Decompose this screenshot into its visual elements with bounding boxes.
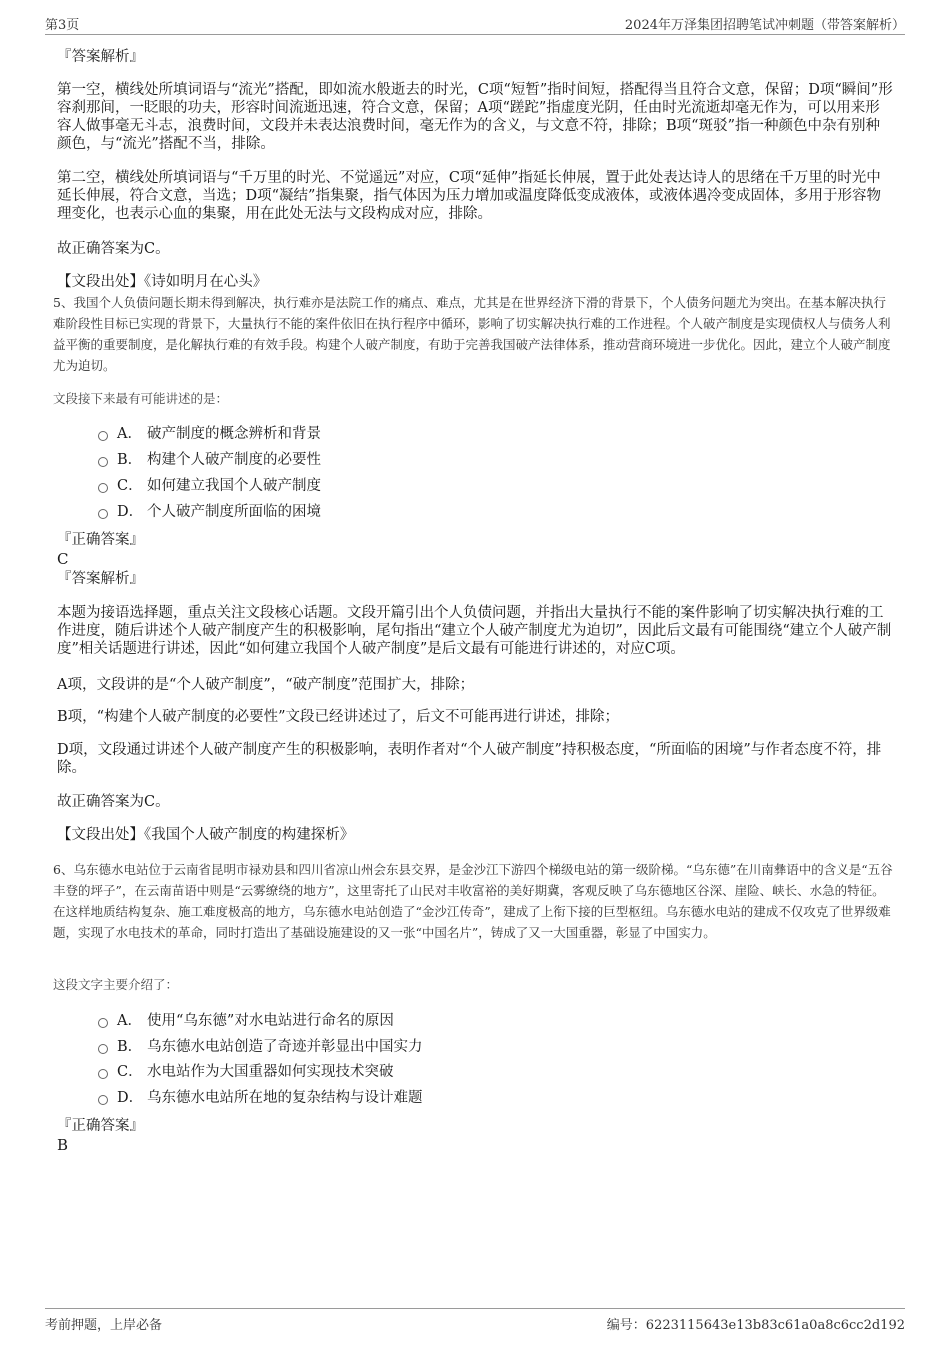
- option-letter: D．: [117, 1090, 144, 1106]
- option-c[interactable]: [98, 477, 321, 495]
- radio-icon[interactable]: [98, 483, 108, 493]
- option-letter: A．: [117, 426, 142, 442]
- analysis-paragraph: B项，“构建个人破产制度的必要性”文段已经讲述过了，后文不可能再进行讲述，排除；: [57, 709, 619, 725]
- answer-label: 『正确答案』: [57, 1118, 144, 1134]
- option-b[interactable]: [98, 451, 321, 469]
- page-footer: [45, 1308, 905, 1331]
- analysis-label: 『答案解析』: [57, 571, 144, 587]
- conclusion-text: 故正确答案为C。: [57, 241, 170, 257]
- option-text: 使用“乌东德”对水电站进行命名的原因: [147, 1013, 394, 1029]
- analysis-paragraph: A项，文段讲的是“个人破产制度”，“破产制度”范围扩大，排除；: [57, 677, 475, 693]
- option-a[interactable]: [98, 425, 321, 443]
- option-letter: D．: [117, 504, 144, 520]
- page-number: 第3页: [45, 18, 80, 33]
- option-letter: C．: [117, 1064, 143, 1080]
- question-text: 6、乌东德水电站位于云南省昆明市禄劝县和四川省凉山州会东县交界，是金沙江下游四个梯级电站的第一级阶梯。“乌东德”在川南彝语中的含义是“五谷丰登的坪子”，在云南苗语中则是“云雾缭绕的地方”，这里寄托了山民对丰收富裕的美好期冀，客观反映了乌东德地区谷深、崖险、峡长、水急的特征。在这样地质结构复杂、施工难度极高的地方，乌东德水电站创造了“金沙江传奇”，建成了上衔下接的巨型枢纽。乌东德水电站的建成不仅攻克了世界级难题，实现了水电技术的革命，同时打造出了基础设施建设的又一张“中国名片”，铸成了又一大国重器，彰显了中国实力。: [53, 862, 893, 940]
- option-letter: C．: [117, 478, 143, 494]
- document-title: 2024年万泽集团招聘笔试冲刺题（带答案解析）: [624, 18, 905, 33]
- analysis-label: 『答案解析』: [57, 49, 144, 65]
- radio-icon[interactable]: [98, 1069, 108, 1079]
- footer-slogan: 考前押题，上岸必备: [45, 1318, 163, 1333]
- analysis-paragraph: 第二空，横线处所填词语与“千万里的时光、不觉遥远”对应，C项“延伸”指延长伸展，置于此处表达诗人的思绪在千万里的时光中延长伸展，符合文意，当选；D项“凝结”指集聚，指气体因为压力增加或温度降低变成液体，或液体遇冷变成固体，多用于形容物理变化，也表示心血的集聚，用在此处无法与文段构成对应，排除。: [57, 170, 881, 222]
- option-letter: A．: [117, 1013, 142, 1029]
- option-text: 水电站作为大国重器如何实现技术突破: [147, 1064, 394, 1080]
- radio-icon[interactable]: [98, 457, 108, 467]
- answer-label: 『正确答案』: [57, 532, 144, 548]
- option-letter: B．: [117, 452, 143, 468]
- radio-icon[interactable]: [98, 1044, 108, 1054]
- option-d[interactable]: [98, 1089, 423, 1107]
- question-prompt: 文段接下来最有可能讲述的是：: [53, 391, 229, 406]
- source-citation: 【文段出处】《诗如明月在心头》: [57, 274, 268, 290]
- option-c[interactable]: [98, 1063, 394, 1081]
- option-d[interactable]: [98, 503, 321, 521]
- option-text: 破产制度的概念辨析和背景: [147, 426, 321, 442]
- option-text: 如何建立我国个人破产制度: [147, 478, 321, 494]
- option-letter: B．: [117, 1039, 143, 1055]
- analysis-paragraph: D项，文段通过讲述个人破产制度产生的积极影响，表明作者对“个人破产制度”持积极态度，“所面临的困境”与作者态度不符，排除。: [57, 742, 882, 776]
- question-text: 5、我国个人负债问题长期未得到解决，执行难亦是法院工作的痛点、难点，尤其是在世界经济下滑的背景下，个人债务问题尤为突出。在基本解决执行难阶段性目标已实现的背景下，大量执行不能的案件依旧在执行程序中循环，影响了切实解决执行难的工作进程。个人破产制度是实现债权人与债务人利益平衡的重要制度，是化解执行难的有效手段。构建个人破产制度，有助于完善我国破产法律体系，推动营商环境进一步优化。因此，建立个人破产制度尤为迫切。: [53, 295, 891, 373]
- radio-icon[interactable]: [98, 431, 108, 441]
- option-text: 个人破产制度所面临的困境: [147, 504, 321, 520]
- analysis-paragraph: 本题为接语选择题，重点关注文段核心话题。文段开篇引出个人负债问题，并指出大量执行不能的案件影响了切实解决执行难的工作进度，随后讲述个人破产制度产生的积极影响，尾句指出“建立个人破产制度尤为迫切”，因此后文最有可能围绕“建立个人破产制度”相关话题进行讲述，因此“如何建立我国个人破产制度”是后文最有可能进行讲述的，对应C项。: [57, 605, 892, 657]
- radio-icon[interactable]: [98, 1095, 108, 1105]
- option-text: 乌东德水电站所在地的复杂结构与设计难题: [147, 1090, 423, 1106]
- answer-value: C: [57, 550, 69, 568]
- question-prompt: 这段文字主要介绍了：: [53, 977, 179, 992]
- radio-icon[interactable]: [98, 509, 108, 519]
- conclusion-text: 故正确答案为C。: [57, 794, 170, 810]
- page-header: [45, 12, 905, 35]
- document-id: 编号：6223115643e13b83c61a0a8c6cc2d192: [606, 1318, 905, 1333]
- option-text: 构建个人破产制度的必要性: [147, 452, 321, 468]
- option-a[interactable]: [98, 1012, 394, 1030]
- answer-value: B: [57, 1136, 69, 1154]
- source-citation: 【文段出处】《我国个人破产制度的构建探析》: [57, 827, 355, 843]
- option-text: 乌东德水电站创造了奇迹并彰显出中国实力: [147, 1039, 423, 1055]
- option-b[interactable]: [98, 1038, 423, 1056]
- analysis-paragraph: 第一空，横线处所填词语与“流光”搭配，即如流水般逝去的时光，C项“短暂”指时间短，搭配得当且符合文意，保留；D项“瞬间”形容刹那间，一眨眼的功夫，形容时间流逝迅速，符合文意，保留；A项“蹉跎”指虚度光阴，任由时光流逝却毫无作为，可以用来形容人做事毫无斗志，浪费时间，文段并未表达浪费时间，毫无作为的含义，与文意不符，排除；B项“斑驳”指一种颜色中杂有别种颜色，与“流光”搭配不当，排除。: [57, 82, 893, 152]
- radio-icon[interactable]: [98, 1018, 108, 1028]
